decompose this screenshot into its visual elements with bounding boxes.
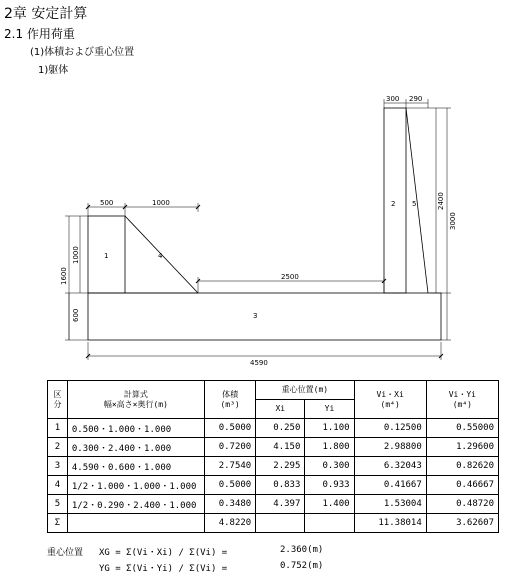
dim-3000: 3000 (449, 212, 457, 230)
part-label-4: 4 (158, 252, 163, 260)
row-formula: 0.500・1.000・1.000 (67, 419, 204, 438)
col-header-vixi (354, 381, 426, 419)
viyi-header-line1: Vi・Yi (448, 389, 476, 399)
row-viyi: 0.48720 (426, 495, 498, 514)
row-volume: 0.3480 (204, 495, 255, 514)
col-header-volume (204, 381, 255, 419)
row-volume: 0.5000 (204, 476, 255, 495)
table-row (48, 495, 499, 514)
formula-header-line2: 幅×高さ×奥行(m) (103, 399, 168, 409)
row-no: 4 (48, 476, 68, 495)
row-yi: 1.100 (305, 419, 354, 438)
centroid-label: 重心位置 (47, 548, 84, 558)
row-viyi: 0.46667 (426, 476, 498, 495)
part-label-5: 5 (412, 200, 417, 208)
row-vixi: 0.41667 (354, 476, 426, 495)
table-row (48, 438, 499, 457)
part3-base-slab (88, 293, 441, 340)
row-yi: 0.300 (305, 457, 354, 476)
part5-slope-line (406, 108, 428, 293)
row-formula: 1/2・1.000・1.000・1.000 (67, 476, 204, 495)
row-yi: 1.400 (305, 495, 354, 514)
row-xi: 0.833 (256, 476, 305, 495)
dim-1600: 1600 (60, 267, 68, 285)
total-symbol: Σ (48, 514, 68, 533)
row-viyi: 0.55000 (426, 419, 498, 438)
row-xi: 0.250 (256, 419, 305, 438)
xg-value: 2.360(m) (280, 545, 324, 555)
subsubsection-title: 1)躯体 (38, 65, 69, 76)
row-formula: 0.300・2.400・1.000 (67, 438, 204, 457)
dim-4590: 4590 (250, 359, 268, 367)
subsection-title: (1)体積および重心位置 (30, 47, 135, 58)
dim-2400: 2400 (437, 192, 445, 210)
row-vixi: 6.32043 (354, 457, 426, 476)
row-yi: 0.933 (305, 476, 354, 495)
col-header-formula (67, 381, 204, 419)
dim-1000-top: 1000 (152, 199, 170, 207)
row-formula: 4.590・0.600・1.000 (67, 457, 204, 476)
vixi-header-line1: Vi・Xi (376, 389, 404, 399)
row-xi: 2.295 (256, 457, 305, 476)
col-header-yi: Yi (305, 400, 354, 419)
dim-500: 500 (100, 199, 114, 207)
viyi-header-line2: (m⁴) (452, 399, 472, 409)
dim-300: 300 (386, 95, 400, 103)
col-header-kubun: 区分 (48, 381, 68, 419)
part-label-1: 1 (104, 252, 109, 260)
total-viyi: 3.62607 (426, 514, 498, 533)
dim-1000-left: 1000 (72, 246, 80, 264)
dim-600: 600 (72, 308, 80, 322)
part-label-2: 2 (391, 200, 396, 208)
row-volume: 0.7200 (204, 438, 255, 457)
row-no: 2 (48, 438, 68, 457)
table-row (48, 419, 499, 438)
total-volume: 4.8220 (204, 514, 255, 533)
part-label-3: 3 (253, 312, 258, 320)
vixi-header-line2: (m⁴) (380, 399, 400, 409)
xg-formula: XG = Σ(Vi・Xi) / Σ(Vi) = (99, 548, 228, 558)
section-title: 2.1 作用荷重 (4, 27, 75, 41)
row-no: 3 (48, 457, 68, 476)
row-no: 1 (48, 419, 68, 438)
row-xi: 4.150 (256, 438, 305, 457)
yg-formula: YG = Σ(Vi・Yi) / Σ(Vi) = (99, 564, 228, 574)
row-viyi: 0.82620 (426, 457, 498, 476)
total-formula-cell (67, 514, 204, 533)
row-viyi: 1.29600 (426, 438, 498, 457)
row-vixi: 2.98800 (354, 438, 426, 457)
table-total-row (48, 514, 499, 533)
formula-header-line1: 計算式 (123, 389, 148, 399)
row-no: 5 (48, 495, 68, 514)
total-vixi: 11.38014 (354, 514, 426, 533)
table-row (48, 457, 499, 476)
row-vixi: 1.53004 (354, 495, 426, 514)
row-volume: 2.7540 (204, 457, 255, 476)
volume-header-line1: 体積 (222, 389, 239, 399)
row-formula: 1/2・0.290・2.400・1.000 (67, 495, 204, 514)
row-vixi: 0.12500 (354, 419, 426, 438)
calc-table (47, 380, 499, 533)
volume-header-line2: (m³) (220, 399, 240, 409)
yg-value: 0.752(m) (280, 561, 324, 571)
col-header-xi: Xi (256, 400, 305, 419)
row-xi: 4.397 (256, 495, 305, 514)
col-header-viyi (426, 381, 498, 419)
dim-290: 290 (409, 95, 423, 103)
col-header-centroid: 重心位置(m) (256, 381, 354, 400)
row-yi: 1.800 (305, 438, 354, 457)
row-volume: 0.5000 (204, 419, 255, 438)
table-row (48, 476, 499, 495)
total-yi-cell (305, 514, 354, 533)
chapter-title: 2章 安定計算 (4, 6, 88, 22)
total-xi-cell (256, 514, 305, 533)
dim-2500: 2500 (281, 273, 299, 281)
